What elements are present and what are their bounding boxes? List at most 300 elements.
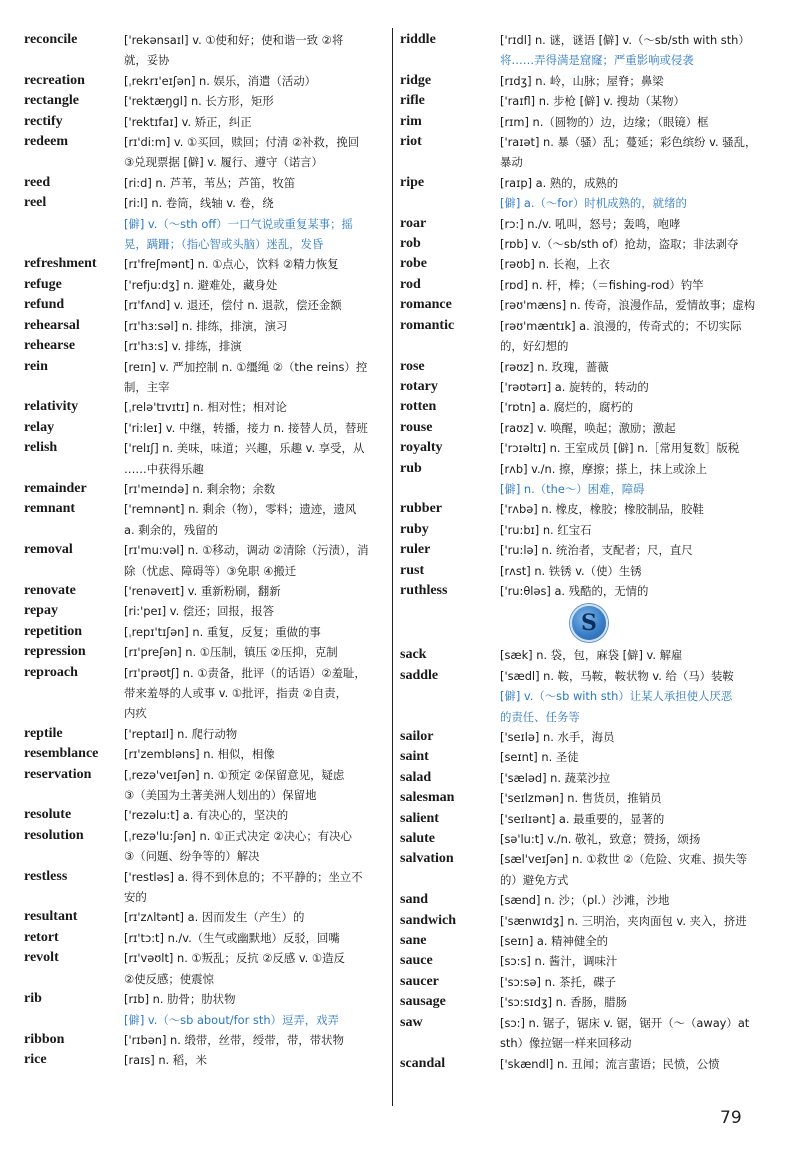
entry-definition: [124, 867, 386, 908]
entry-definition: [500, 316, 778, 357]
definition-line: [rəʊb] n. 长袍，上衣: [500, 257, 610, 272]
entry-definition: [124, 1050, 386, 1070]
entry-headword: salesman: [400, 790, 455, 806]
entry-definition: [124, 275, 386, 295]
dictionary-entry: [24, 397, 386, 417]
definition-line: [sə'lu:t] v./n. 敬礼，致意；赞扬，颂扬: [500, 832, 701, 847]
definition-line: a. 剩余的，残留的: [124, 522, 218, 537]
entry-definition: [500, 666, 778, 727]
entry-headword: sandwich: [400, 912, 457, 928]
entry-headword: rehearsal: [24, 317, 80, 333]
definition-line: [ˌrepɪ'tɪʃən] n. 重复，反复；重做的事: [124, 624, 321, 639]
entry-definition: [500, 931, 778, 951]
dictionary-entry: [24, 438, 386, 479]
entry-definition: [500, 254, 778, 274]
entry-headword: reel: [24, 195, 47, 211]
dictionary-entry: [400, 459, 778, 500]
right-column-r-entries: [400, 30, 778, 601]
definition-line: [sæl'veɪʃən] n. ①救世 ②（危险、灾难、损失等: [500, 852, 748, 867]
entry-headword: ridge: [400, 72, 432, 88]
entry-headword: rectify: [24, 113, 63, 129]
definition-line: ['renəveɪt] v. 重新粉刷，翻新: [124, 583, 281, 598]
dictionary-entry: [24, 132, 386, 173]
entry-definition: [500, 459, 778, 500]
dictionary-entry: [24, 744, 386, 764]
entry-definition: [500, 132, 778, 173]
entry-headword: royalty: [400, 440, 443, 456]
entry-headword: rouse: [400, 419, 433, 435]
dictionary-entry: [24, 805, 386, 825]
entry-headword: rubber: [400, 501, 442, 517]
definition-line: ['skændl] n. 丑闻；流言蜚语；民愤，公愤: [500, 1056, 720, 1071]
dictionary-entry: [24, 989, 386, 1030]
entry-definition: [500, 727, 778, 747]
entry-definition: [124, 295, 386, 315]
definition-line: [sænd] n. 沙；（pl.）沙滩，沙地: [500, 893, 670, 908]
definition-line: [reɪn] v. 严加控制 n. ①缰绳 ②（the reins）控: [124, 359, 368, 374]
dictionary-entry: [400, 666, 778, 727]
definition-line: [raʊz] v. 唤醒，唤起；激励；激起: [500, 420, 676, 435]
entry-definition: [500, 911, 778, 931]
entry-definition: [124, 336, 386, 356]
dictionary-entry: [400, 972, 778, 992]
definition-line: ['rɒtn] a. 腐烂的，腐朽的: [500, 400, 634, 415]
entry-definition: [500, 561, 778, 581]
entry-headword: rein: [24, 358, 48, 374]
dictionary-entry: [400, 747, 778, 767]
definition-line: 安的: [124, 890, 147, 905]
definition-line: sth）像拉锯一样来回移动: [500, 1036, 632, 1051]
entry-headword: sane: [400, 933, 427, 949]
definition-line: 的，好幻想的: [500, 339, 569, 354]
section-letter-badge: S: [570, 604, 608, 642]
entry-definition: [500, 747, 778, 767]
definition-line: [rɪ'tɔ:t] n./v.（生气或幽默地）反驳，回嘴: [124, 930, 340, 945]
entry-definition: [124, 316, 386, 336]
entry-headword: salvation: [400, 851, 454, 867]
left-column: [24, 30, 386, 1071]
entry-definition: [124, 30, 386, 71]
entry-headword: renovate: [24, 582, 76, 598]
dictionary-entry: [24, 316, 386, 336]
entry-headword: relay: [24, 419, 55, 435]
dictionary-entry: [24, 1050, 386, 1070]
dictionary-entry: [400, 788, 778, 808]
dictionary-entry: [24, 357, 386, 398]
entry-headword: reproach: [24, 664, 78, 680]
entry-definition: [500, 418, 778, 438]
definition-line: ['sæləd] n. 蔬菜沙拉: [500, 770, 611, 785]
dictionary-entry: [24, 173, 386, 193]
definition-line: [seɪnt] n. 圣徒: [500, 750, 579, 765]
dictionary-entry: [24, 479, 386, 499]
definition-line: 就，妥协: [124, 53, 170, 68]
dictionary-entry: [400, 112, 778, 132]
dictionary-entry: [400, 727, 778, 747]
entry-definition: [124, 418, 386, 438]
entry-headword: rub: [400, 460, 422, 476]
entry-headword: rotary: [400, 378, 438, 394]
definition-line: [rəʊz] n. 玫瑰，蔷薇: [500, 359, 609, 374]
dictionary-entry: [24, 336, 386, 356]
dictionary-entry: [400, 829, 778, 849]
definition-line: [僻] n.（the～）困难，障碍: [500, 481, 645, 496]
entry-definition: [124, 397, 386, 417]
entry-definition: [124, 989, 386, 1030]
dictionary-entry: [400, 254, 778, 274]
entry-headword: reed: [24, 174, 51, 190]
definition-line: ['raɪət] n. 暴（骚）乱；蔓延；彩色缤纷 v. 骚乱，: [500, 135, 757, 150]
entry-definition: [124, 132, 386, 173]
definition-line: ['seɪlə] n. 水手，海员: [500, 730, 615, 744]
entry-headword: restless: [24, 868, 68, 884]
definition-line: ['ri:leɪ] v. 中继，转播，接力 n. 接替人员，替班: [124, 420, 368, 435]
entry-headword: saw: [400, 1014, 423, 1030]
entry-headword: ribbon: [24, 1031, 65, 1047]
definition-line: ['rekənsaɪl] v. ①使和好；使和谐一致 ②将: [124, 33, 344, 47]
dictionary-entry: [400, 520, 778, 540]
entry-headword: remainder: [24, 480, 87, 496]
entry-headword: romantic: [400, 317, 455, 333]
definition-line: [rʌb] v./n. 擦，摩擦；搽上，抹上或涂上: [500, 461, 708, 476]
entry-headword: remnant: [24, 501, 76, 517]
definition-line: ③（问题、纷争等的）解决: [124, 849, 260, 864]
dictionary-entry: [400, 809, 778, 829]
definition-line: ['seɪlɪənt] a. 最重要的，显著的: [500, 811, 665, 826]
entry-definition: [124, 254, 386, 274]
entry-headword: refreshment: [24, 256, 97, 272]
definition-line: [ri:'peɪ] v. 偿还；回报，报答: [124, 604, 275, 619]
dictionary-entry: [400, 173, 778, 214]
definition-line: ['restləs] a. 得不到休息的；不平静的；坐立不: [124, 869, 363, 884]
dictionary-entry: [400, 418, 778, 438]
definition-line: 除（忧虑、障碍等）③免职 ④搬迁: [124, 563, 297, 578]
entry-definition: [500, 809, 778, 829]
dictionary-entry: [400, 295, 778, 315]
entry-headword: sand: [400, 892, 429, 908]
entry-headword: refund: [24, 297, 65, 313]
entry-headword: rice: [24, 1052, 47, 1068]
dictionary-entry: [24, 295, 386, 315]
definition-line: ['sɔ:sɪdʒ] n. 香肠，腊肠: [500, 995, 628, 1010]
dictionary-entry: [400, 931, 778, 951]
entry-headword: saddle: [400, 667, 439, 683]
entry-definition: [500, 829, 778, 849]
definition-line: [rɒb] v.（～sb/sth of）抢劫，盗取；非法剥夺: [500, 237, 739, 252]
dictionary-entry: [24, 91, 386, 111]
entry-headword: repay: [24, 603, 58, 619]
entry-headword: saucer: [400, 973, 439, 989]
definition-line: [僻] v.（～sth off）一口气说或重复某事；摇: [124, 216, 353, 231]
entry-headword: riot: [400, 134, 422, 150]
entry-definition: [500, 992, 778, 1012]
entry-definition: [500, 275, 778, 295]
definition-line: [rɪ'hɜ:s] v. 排练，排演: [124, 339, 242, 354]
definition-line: 内疚: [124, 706, 147, 721]
definition-line: [rɪ'hɜ:səl] n. 排练，排演，演习: [124, 318, 288, 333]
entry-headword: rectangle: [24, 93, 79, 109]
entry-headword: resultant: [24, 909, 78, 925]
column-divider: [392, 28, 393, 1106]
entry-headword: scandal: [400, 1055, 446, 1071]
entry-definition: [124, 744, 386, 764]
entry-definition: [500, 91, 778, 111]
definition-line: ['rɔɪəltɪ] n. 王室成员 [僻] n.［常用复数］版税: [500, 441, 740, 456]
entry-definition: [124, 928, 386, 948]
entry-definition: [124, 948, 386, 989]
entry-headword: ruby: [400, 521, 429, 537]
entry-headword: recreation: [24, 72, 85, 88]
dictionary-entry: [24, 581, 386, 601]
dictionary-entry: [400, 540, 778, 560]
entry-headword: rehearse: [24, 338, 76, 354]
dictionary-entry: [24, 867, 386, 908]
entry-headword: ruler: [400, 542, 431, 558]
dictionary-entry: [400, 911, 778, 931]
dictionary-entry: [400, 890, 778, 910]
definition-line: 的责任、任务等: [500, 709, 580, 724]
entry-headword: rod: [400, 276, 421, 292]
dictionary-entry: [400, 1054, 778, 1074]
entry-definition: [500, 768, 778, 788]
entry-definition: [500, 112, 778, 132]
entry-headword: refuge: [24, 276, 62, 292]
definition-line: ['rezəlu:t] a. 有决心的，坚决的: [124, 808, 289, 823]
definition-line: [ˌrelə'tɪvɪtɪ] n. 相对性；相对论: [124, 400, 287, 415]
entry-definition: [124, 499, 386, 540]
entry-definition: [500, 438, 778, 458]
entry-definition: [500, 972, 778, 992]
definition-line: ['seɪlzmən] n. 售货员，推销员: [500, 791, 662, 806]
entry-headword: sausage: [400, 994, 446, 1010]
entry-definition: [124, 805, 386, 825]
entry-definition: [500, 788, 778, 808]
definition-line: [rɪ'meɪndə] n. 剩余物；余数: [124, 481, 276, 496]
entry-headword: roar: [400, 215, 427, 231]
entry-headword: riddle: [400, 32, 436, 47]
entry-definition: [500, 520, 778, 540]
dictionary-entry: [24, 907, 386, 927]
entry-definition: [124, 112, 386, 132]
entry-headword: resolution: [24, 827, 84, 843]
definition-line: [rɪ'prəʊtʃ] n. ①责备，批评（的话语）②羞耻，: [124, 665, 366, 680]
definition-line: [僻] v.（～sb about/for sth）逗弄，戏弄: [124, 1012, 339, 1027]
definition-line: [raɪs] n. 稻，米: [124, 1053, 207, 1068]
section-letter-row: [400, 601, 778, 645]
definition-line: ['rɪbən] n. 缎带，丝带，绶带，带，带状物: [124, 1032, 344, 1047]
definition-line: [raɪp] a. 熟的，成熟的: [500, 175, 619, 190]
definition-line: 带来羞辱的人或事 v. ①批评，指责 ②自责，: [124, 686, 348, 700]
entry-definition: [124, 581, 386, 601]
dictionary-entry: [24, 663, 386, 724]
dictionary-entry: [24, 112, 386, 132]
entry-headword: rotten: [400, 399, 437, 415]
definition-line: [rɪ'mu:vəl] n. ①移动，调动 ②清除（污渍），消: [124, 543, 369, 558]
entry-definition: [500, 214, 778, 234]
definition-line: ③兑现票据 [僻] v. 履行、遵守（诺言）: [124, 155, 323, 170]
entry-headword: salute: [400, 831, 435, 847]
dictionary-entry: [24, 540, 386, 581]
entry-headword: sack: [400, 647, 427, 663]
dictionary-entry: [400, 849, 778, 890]
entry-definition: [500, 1013, 778, 1054]
entry-definition: [124, 663, 386, 724]
entry-headword: reconcile: [24, 32, 78, 47]
entry-definition: [500, 357, 778, 377]
entry-headword: rust: [400, 562, 425, 578]
definition-line: ['rɪdl] n. 谜，谜语 [僻] v.（～sb/sth with sth）: [500, 33, 750, 47]
entry-definition: [500, 951, 778, 971]
definition-line: [rəʊ'mæns] n. 传奇，浪漫作品，爱情故事；虚构: [500, 298, 756, 313]
dictionary-entry: [400, 561, 778, 581]
entry-headword: repression: [24, 644, 86, 660]
dictionary-entry: [24, 193, 386, 254]
definition-line: ['raɪfl] n. 步枪 [僻] v. 搜劫（某物）: [500, 94, 685, 109]
entry-definition: [500, 30, 778, 71]
definition-line: [ri:d] n. 芦苇，苇丛；芦笛，牧笛: [124, 175, 296, 190]
dictionary-entry: [400, 275, 778, 295]
entry-headword: resemblance: [24, 746, 99, 762]
entry-headword: sauce: [400, 953, 433, 969]
dictionary-entry: [400, 214, 778, 234]
definition-line: [rɪm] n.（圆物的）边，边缘；（眼镜）框: [500, 114, 709, 129]
entry-headword: relish: [24, 440, 58, 456]
entry-headword: saint: [400, 749, 429, 765]
entry-headword: redeem: [24, 134, 69, 150]
entry-headword: rose: [400, 358, 425, 374]
entry-definition: [124, 765, 386, 806]
definition-line: [僻] a.（～for）时机成熟的，就绪的: [500, 196, 687, 211]
dictionary-entry: [400, 581, 778, 601]
definition-line: [rɪ'zembləns] n. 相似，相像: [124, 747, 275, 762]
entry-definition: [500, 890, 778, 910]
dictionary-entry: [400, 71, 778, 91]
entry-definition: [124, 1030, 386, 1050]
entry-headword: salad: [400, 769, 432, 785]
definition-line: ['reptaɪl] n. 爬行动物: [124, 726, 238, 741]
definition-line: [ˌrekrɪ'eɪʃən] n. 娱乐，消遣（活动）: [124, 73, 316, 88]
entry-definition: [124, 601, 386, 621]
dictionary-entry: [400, 951, 778, 971]
definition-line: [rɪ'zʌltənt] a. 因而发生（产生）的: [124, 910, 305, 925]
dictionary-entry: [400, 992, 778, 1012]
entry-headword: rob: [400, 236, 421, 252]
entry-definition: [124, 540, 386, 581]
definition-line: [rəʊ'mæntɪk] a. 浪漫的，传奇式的；不切实际: [500, 318, 742, 333]
entry-definition: [500, 1054, 778, 1074]
dictionary-entry: [24, 948, 386, 989]
definition-line: ['rektæŋgl] n. 长方形，矩形: [124, 94, 274, 109]
entry-definition: [500, 849, 778, 890]
entry-headword: sailor: [400, 729, 434, 744]
dictionary-entry: [24, 724, 386, 744]
definition-line: [sæk] n. 袋，包，麻袋 [僻] v. 解雇: [500, 648, 683, 663]
dictionary-entry: [400, 91, 778, 111]
entry-definition: [124, 71, 386, 91]
entry-definition: [500, 295, 778, 315]
dictionary-entry: [400, 30, 778, 71]
entry-definition: [500, 581, 778, 601]
definition-line: ['remnənt] n. 剩余（物），零料；遗迹，遗风: [124, 502, 357, 517]
definition-line: ['refju:dʒ] n. 避难处，藏身处: [124, 277, 278, 292]
entry-headword: retort: [24, 929, 59, 945]
page-number: 79: [720, 1108, 742, 1128]
dictionary-entry: [24, 928, 386, 948]
dictionary-entry: [24, 71, 386, 91]
definition-line: [seɪn] a. 精神健全的: [500, 934, 609, 949]
entry-definition: [124, 724, 386, 744]
dictionary-entry: [24, 642, 386, 662]
definition-line: [ˌrezə'veɪʃən] n. ①预定 ②保留意见，疑虑: [124, 767, 345, 782]
definition-line: [sɔ:] n. 锯子，锯床 v. 锯，锯开（～（away）at: [500, 1015, 750, 1030]
entry-definition: [124, 193, 386, 254]
dictionary-entry: [24, 765, 386, 806]
dictionary-entry: [24, 601, 386, 621]
definition-line: ['rektɪfaɪ] v. 矫正，纠正: [124, 114, 252, 129]
definition-line: ['ru:lə] n. 统治者，支配者；尺，直尺: [500, 543, 693, 558]
dictionary-entry: [400, 132, 778, 173]
dictionary-entry: [400, 438, 778, 458]
right-column: [400, 30, 778, 1074]
definition-line: [rɪ'di:m] v. ①买回，赎回；付清 ②补救，挽回: [124, 135, 360, 150]
dictionary-entry: [400, 397, 778, 417]
dictionary-entry: [24, 254, 386, 274]
entry-definition: [124, 907, 386, 927]
entry-headword: ruthless: [400, 582, 448, 598]
entry-headword: revolt: [24, 950, 59, 966]
dictionary-entry: [24, 622, 386, 642]
definition-line: [rɪb] n. 肋骨；肋状物: [124, 992, 236, 1007]
definition-line: ['rəʊtərɪ] a. 旋转的，转动的: [500, 379, 649, 394]
entry-definition: [500, 173, 778, 214]
entry-definition: [500, 540, 778, 560]
dictionary-entry: [400, 357, 778, 377]
entry-definition: [124, 438, 386, 479]
entry-definition: [500, 397, 778, 417]
entry-definition: [500, 234, 778, 254]
definition-line: [rɒd] n. 杆，棒；（＝fishing-rod）钓竿: [500, 277, 704, 292]
definition-line: 制，主宰: [124, 379, 170, 394]
definition-line: ③（美国为土著美洲人划出的）保留地: [124, 788, 317, 803]
definition-line: [ˌrezə'lu:ʃən] n. ①正式决定 ②决心；有决心: [124, 828, 352, 843]
entry-definition: [124, 622, 386, 642]
entry-headword: resolute: [24, 807, 72, 823]
definition-line: [rʌst] n. 铁锈 v.（使）生锈: [500, 563, 642, 578]
definition-line: ②使反感；使震惊: [124, 971, 214, 986]
entry-definition: [124, 642, 386, 662]
entry-definition: [500, 71, 778, 91]
dictionary-entry: [400, 234, 778, 254]
entry-definition: [124, 173, 386, 193]
dictionary-entry: [400, 499, 778, 519]
definition-line: ['ru:bɪ] n. 红宝石: [500, 522, 592, 537]
definition-line: 暴动: [500, 155, 523, 170]
entry-definition: [124, 826, 386, 867]
definition-line: [rɪdʒ] n. 岭，山脉；屋脊；鼻梁: [500, 73, 664, 88]
definition-line: [ri:l] n. 卷筒，线轴 v. 卷，绕: [124, 196, 274, 211]
definition-line: ['rʌbə] n. 橡皮，橡胶；橡胶制品，胶鞋: [500, 502, 704, 517]
dictionary-entry: [400, 1013, 778, 1054]
entry-headword: rib: [24, 991, 42, 1007]
entry-definition: [500, 377, 778, 397]
dictionary-entry: [24, 499, 386, 540]
dictionary-entry: [400, 768, 778, 788]
definition-line: ['relɪʃ] n. 美味，味道；兴趣，乐趣 v. 享受，从: [124, 441, 365, 456]
entry-headword: removal: [24, 542, 73, 558]
entry-headword: reservation: [24, 766, 92, 782]
dictionary-entry: [400, 316, 778, 357]
definition-line: [僻] v.（～sb with sth）让某人承担使人厌恶: [500, 689, 733, 704]
